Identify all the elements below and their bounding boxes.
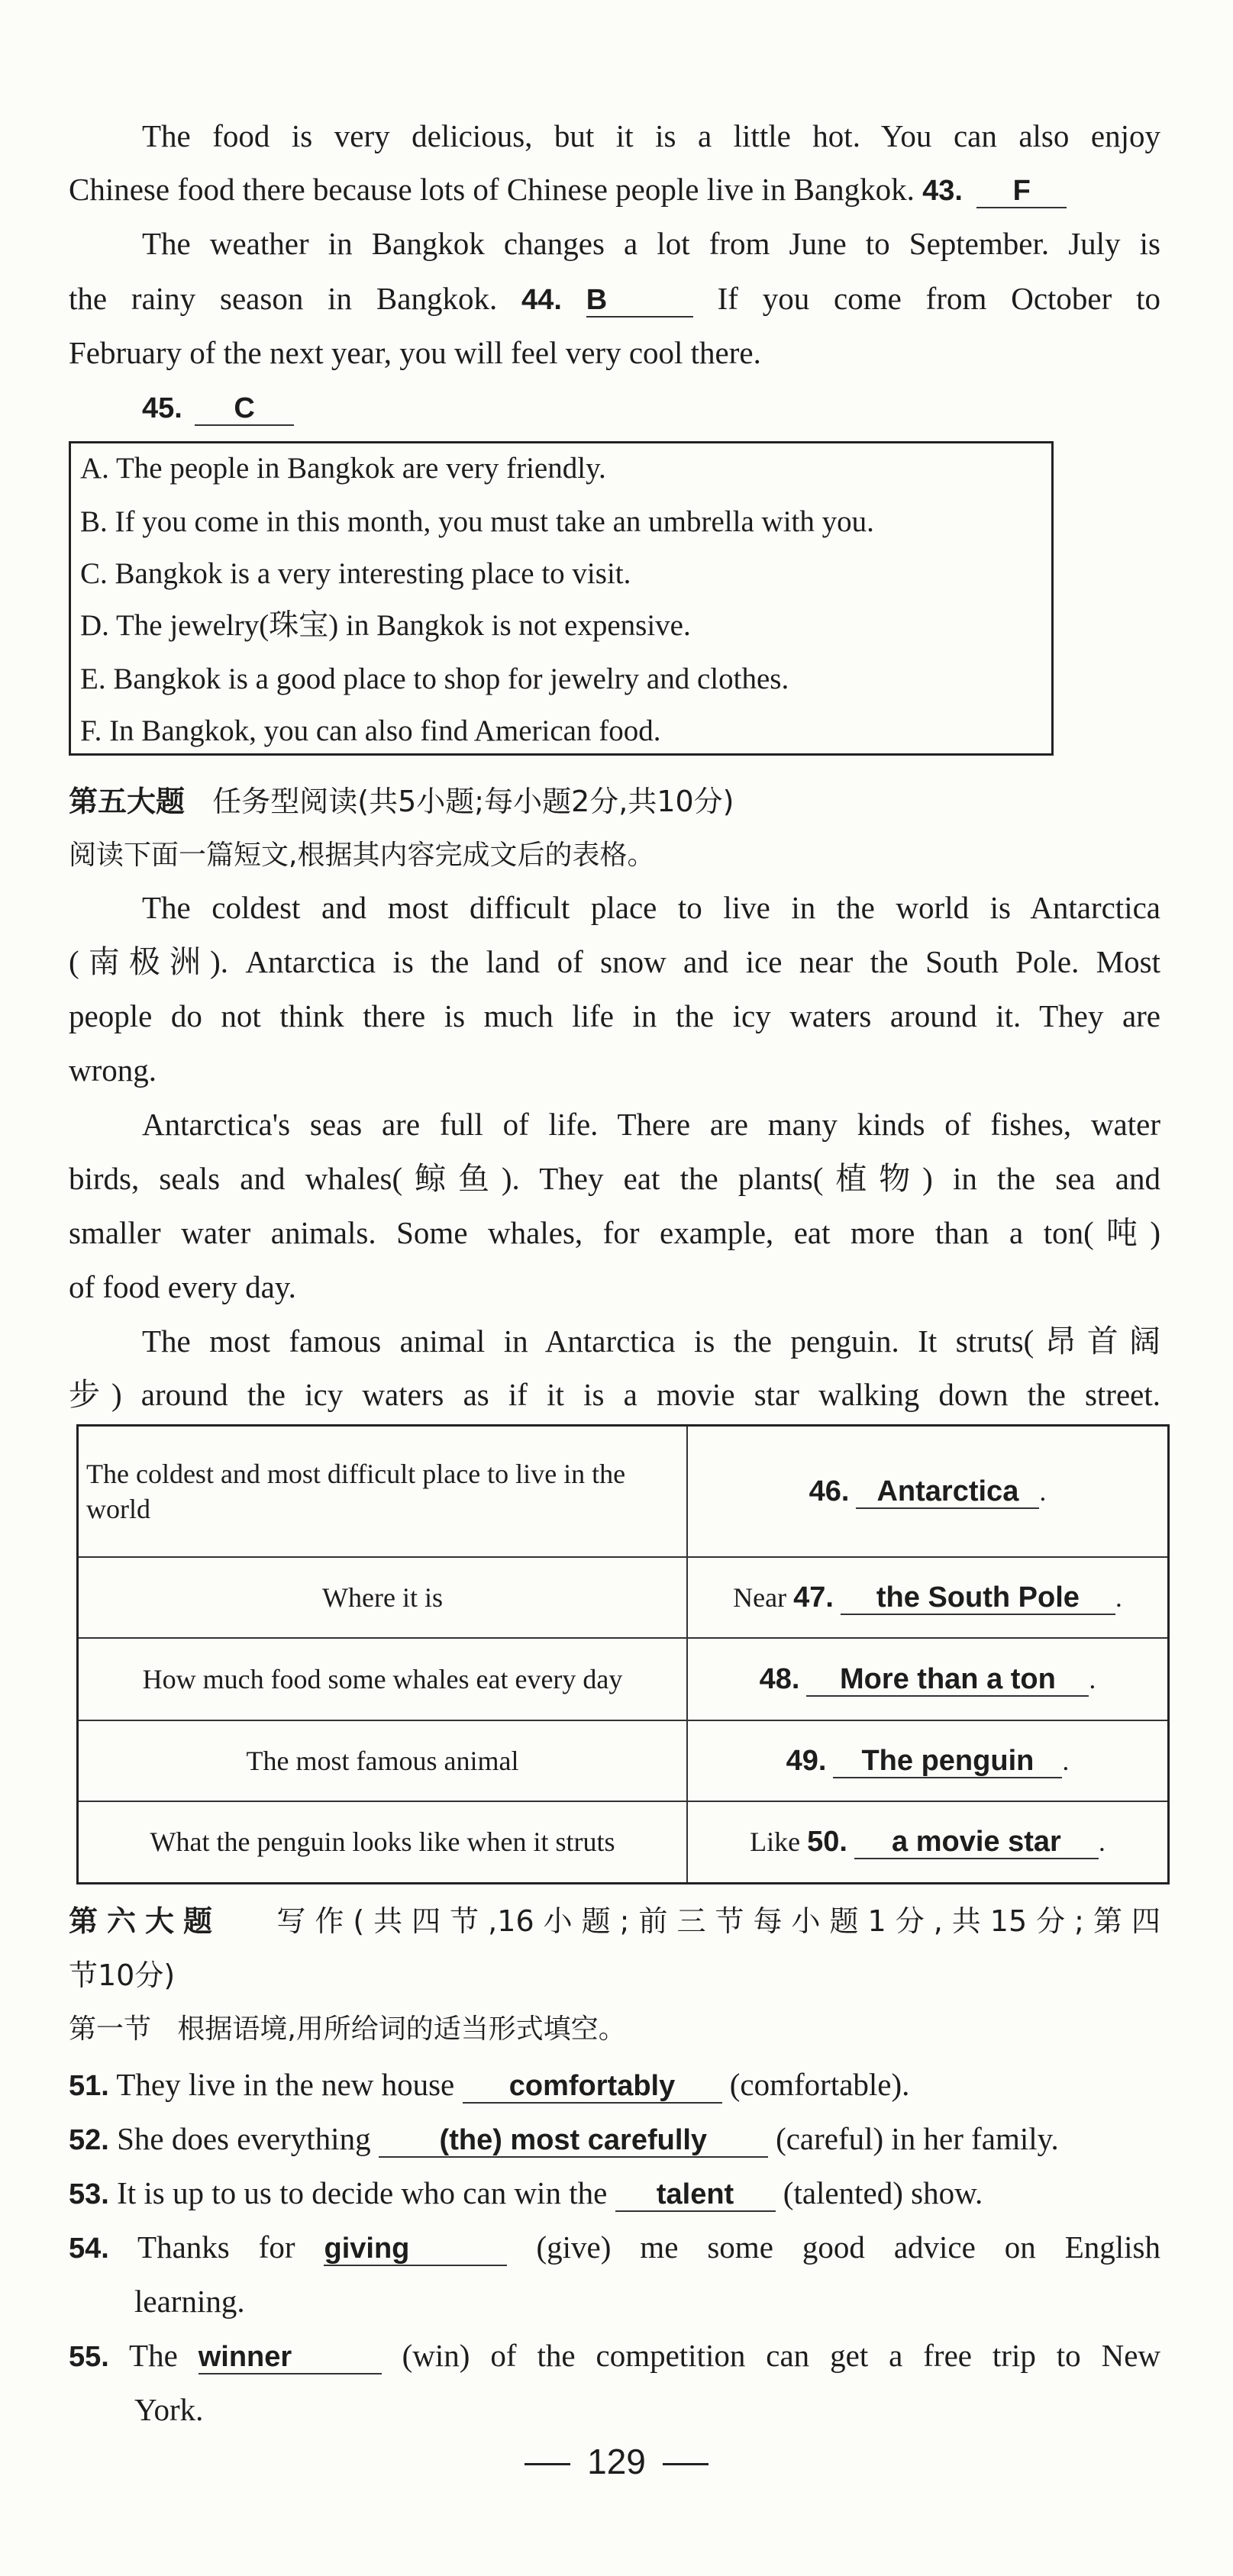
table-question: What the penguin looks like when it struts bbox=[78, 1801, 688, 1884]
passage-line bbox=[69, 170, 1160, 210]
answer-53: talent bbox=[615, 2178, 776, 2212]
passage-text: Chinese food there because lots of Chinese people live in Bangkok. bbox=[69, 172, 915, 207]
answer-prefix: Like bbox=[750, 1826, 808, 1858]
table-answer-cell bbox=[687, 1720, 1169, 1801]
answer-suffix: . bbox=[1062, 1745, 1070, 1776]
question-number-51: 51. bbox=[69, 2070, 109, 2102]
article-line: of food every day. bbox=[69, 1269, 296, 1304]
answer-suffix: . bbox=[1039, 1475, 1047, 1507]
page-number bbox=[0, 2441, 1233, 2482]
answer-50: a movie star bbox=[854, 1826, 1099, 1859]
question-55 bbox=[69, 2336, 1160, 2376]
passage-line: February of the next year, you will feel very cool there. bbox=[69, 335, 761, 370]
answer-suffix: . bbox=[1098, 1826, 1106, 1858]
table-question: How much food some whales eat every day bbox=[78, 1638, 688, 1720]
answer-suffix: . bbox=[1089, 1663, 1096, 1694]
section-5-instruction: 阅读下面一篇短文,根据其内容完成文后的表格。 bbox=[69, 840, 655, 871]
article-line: 步) around the icy waters as if it is a movie star walking down the street. bbox=[69, 1377, 1160, 1412]
answer-45: C bbox=[195, 392, 294, 426]
question-number-46: 46. bbox=[809, 1475, 850, 1507]
passage-line: The food is very delicious, but it is a little hot. You can also enjoy bbox=[142, 118, 1160, 153]
option-a: A. The people in Bangkok are very friendly. bbox=[80, 452, 606, 485]
table-answer-cell bbox=[687, 1801, 1169, 1884]
options-box bbox=[69, 441, 1054, 756]
passage-line bbox=[142, 388, 1160, 427]
part-1-instruction: 根据语境,用所给词的适当形式填空。 bbox=[177, 2013, 626, 2045]
table-question: Where it is bbox=[78, 1557, 688, 1638]
question-text: They live in the new house bbox=[116, 2067, 455, 2102]
question-number-45: 45. bbox=[142, 392, 182, 424]
page-number-dash bbox=[525, 2463, 570, 2465]
article-line: people do not think there is much life in the icy waters around it. They are bbox=[69, 998, 1160, 1033]
answer-prefix: Near bbox=[733, 1581, 794, 1613]
question-hint: (careful) in her family. bbox=[776, 2121, 1059, 2156]
answer-47: the South Pole bbox=[841, 1581, 1115, 1615]
question-51 bbox=[69, 2065, 1160, 2105]
passage-line: The weather in Bangkok changes a lot from June to September. July is bbox=[142, 226, 1160, 261]
answer-51: comfortably bbox=[463, 2070, 722, 2104]
article-line: The coldest and most difficult place to live in the world is Antarctica bbox=[142, 890, 1160, 925]
question-54-line-2: learning. bbox=[134, 2284, 245, 2319]
question-52 bbox=[69, 2120, 1160, 2159]
answer-table bbox=[76, 1424, 1170, 1884]
article-line: wrong. bbox=[69, 1053, 157, 1088]
part-1-label: 第一节 bbox=[69, 2013, 152, 2045]
answer-44: B bbox=[586, 284, 693, 318]
article-line: birds, seals and whales(鲸鱼). They eat the plants(植物) in the sea and bbox=[69, 1161, 1160, 1196]
question-number-49: 49. bbox=[786, 1744, 827, 1777]
answer-55: winner bbox=[199, 2341, 382, 2374]
question-number-50: 50. bbox=[807, 1826, 847, 1859]
answer-43: F bbox=[976, 175, 1067, 208]
question-hint: (give) me some good advice on English bbox=[536, 2229, 1161, 2265]
question-number-47: 47. bbox=[793, 1581, 834, 1614]
section-6-title-rest: 写作(共四节,16小题;前三节每小题1分,共15分;第四 bbox=[276, 1904, 1160, 1938]
passage-line bbox=[69, 279, 1160, 319]
question-number-55: 55. bbox=[69, 2341, 109, 2373]
question-number-43: 43. bbox=[922, 175, 963, 207]
question-54 bbox=[69, 2228, 1160, 2268]
answer-suffix: . bbox=[1115, 1581, 1122, 1613]
table-row bbox=[78, 1720, 1169, 1801]
table-answer-cell bbox=[687, 1638, 1169, 1720]
table-answer-cell bbox=[687, 1557, 1169, 1638]
section-6-heading bbox=[69, 1902, 1160, 1940]
table-question: The most famous animal bbox=[78, 1720, 688, 1801]
table-row bbox=[78, 1557, 1169, 1638]
question-text: Thanks for bbox=[137, 2229, 295, 2265]
option-e: E. Bangkok is a good place to shop for jewelry and clothes. bbox=[80, 663, 789, 695]
section-5-heading bbox=[69, 782, 1160, 821]
question-number-54: 54. bbox=[69, 2233, 109, 2265]
article-line: The most famous animal in Antarctica is the penguin. It struts(昂首阔 bbox=[142, 1323, 1160, 1359]
passage-text: the rainy season in Bangkok. bbox=[69, 281, 498, 316]
table-row bbox=[78, 1638, 1169, 1720]
question-text: The bbox=[129, 2338, 178, 2373]
question-text: It is up to us to decide who can win the bbox=[117, 2175, 608, 2210]
question-number-53: 53. bbox=[69, 2178, 109, 2210]
question-number-52: 52. bbox=[69, 2124, 109, 2156]
part-1-heading bbox=[69, 2010, 1160, 2049]
passage-text: If you come from October to bbox=[717, 281, 1161, 316]
question-hint: (talented) show. bbox=[783, 2175, 983, 2210]
question-hint: (win) of the competition can get a free trip to New bbox=[402, 2338, 1161, 2373]
page-number-dash bbox=[663, 2463, 708, 2465]
section-6-title: 第六大题 bbox=[69, 1904, 222, 1938]
table-row bbox=[78, 1426, 1169, 1557]
question-number-44: 44. bbox=[521, 284, 562, 316]
table-row bbox=[78, 1801, 1169, 1884]
section-5-title: 第五大题 bbox=[69, 785, 186, 818]
answer-46: Antarctica bbox=[856, 1475, 1039, 1509]
question-55-line-2: York. bbox=[134, 2392, 204, 2427]
section-6-heading-line-2: 节10分) bbox=[69, 1959, 176, 1992]
section-5-title-rest: 任务型阅读(共5小题;每小题2分,共10分) bbox=[212, 785, 734, 818]
article-line: smaller water animals. Some whales, for example, eat more than a ton(吨) bbox=[69, 1215, 1160, 1250]
answer-48: More than a ton bbox=[806, 1663, 1089, 1697]
question-53 bbox=[69, 2174, 1160, 2213]
answer-52: (the) most carefully bbox=[379, 2124, 768, 2158]
answer-54: giving bbox=[324, 2233, 507, 2266]
article-line: (南极洲). Antarctica is the land of snow and ice near the South Pole. Most bbox=[69, 944, 1160, 979]
option-f: F. In Bangkok, you can also find American food. bbox=[80, 714, 661, 747]
answer-49: The penguin bbox=[833, 1745, 1062, 1778]
page-number-text: 129 bbox=[587, 2442, 646, 2481]
table-question: The coldest and most difficult place to live in the world bbox=[78, 1426, 688, 1557]
table-answer-cell bbox=[687, 1426, 1169, 1557]
question-number-48: 48. bbox=[759, 1662, 800, 1695]
question-hint: (comfortable). bbox=[729, 2067, 910, 2102]
article-line: Antarctica's seas are full of life. There are many kinds of fishes, water bbox=[142, 1107, 1160, 1142]
option-b: B. If you come in this month, you must take an umbrella with you. bbox=[80, 505, 874, 538]
option-c: C. Bangkok is a very interesting place to visit. bbox=[80, 557, 631, 590]
option-d: D. The jewelry(珠宝) in Bangkok is not expensive. bbox=[80, 609, 691, 642]
question-text: She does everything bbox=[117, 2121, 371, 2156]
